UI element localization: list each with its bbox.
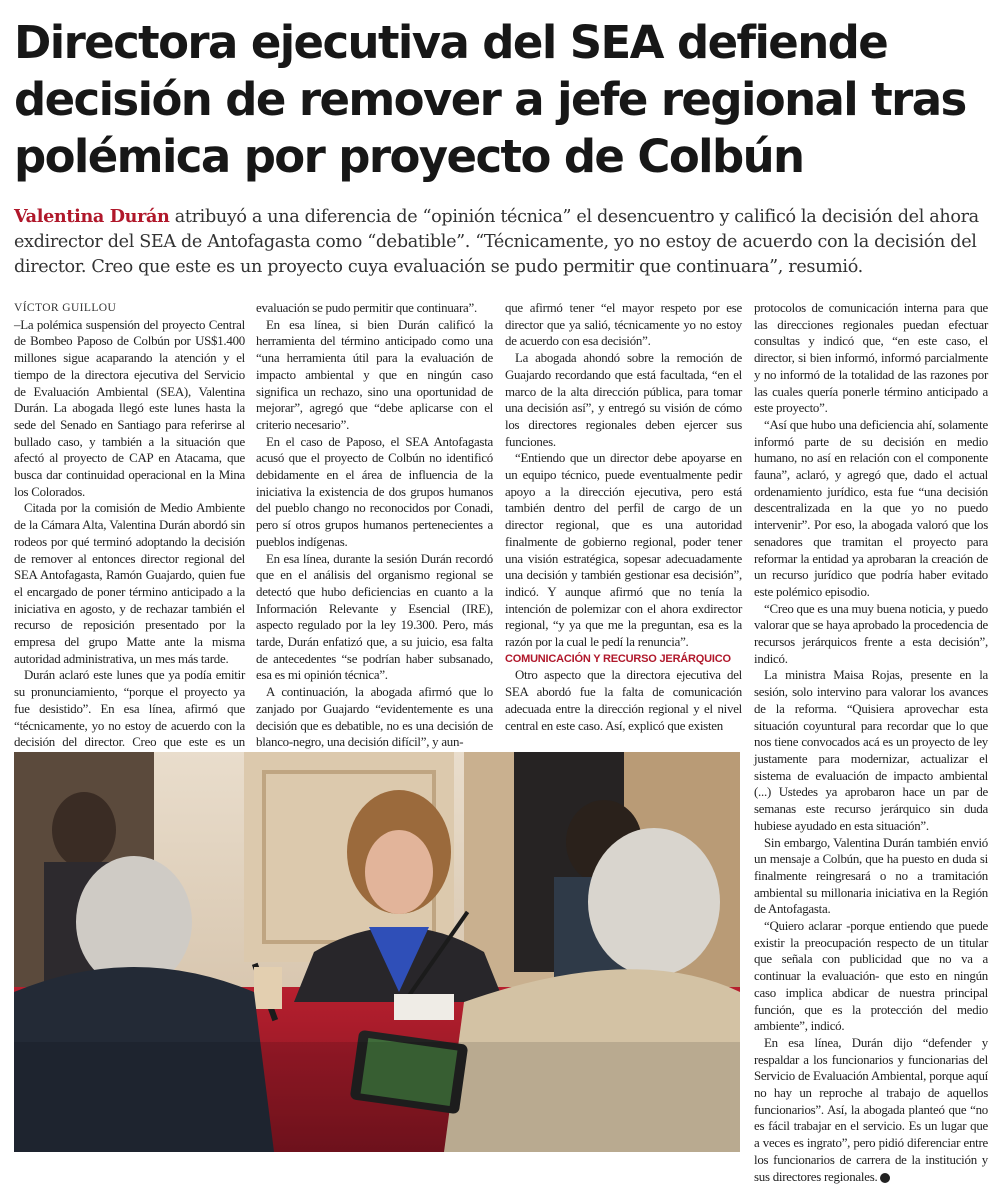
paragraph: protocolos de comunicación interna para que las direcciones regionales puedan efectuar consultas y indicó que, “en este caso, el director, si bien informó, informó parcialmente y no informó de la totalidad de las razones por las cuales quería ponerle término anticipado a este proyecto”. [754,301,988,416]
paragraph: En el caso de Paposo, el SEA Antofagasta acusó que el proyecto de Colbún no identificó debidamente en el área de influencia de la iniciativa la existencia de dos grupos humanos del pueblo chango no reconocidos por Conadi, pero sí otros grupos humanos pertenecientes a pueblos indígenas. [256,434,493,549]
paragraph: evaluación se pudo permitir que continuara”. [256,301,477,315]
paragraph: La abogada ahondó sobre la remoción de Guajardo recordando que está facultada, “en el marco de la alta dirección pública, para tomar una decisión así”, y entregó su visión de cómo los directores regionales deben ejercer sus funciones. [505,351,742,449]
headline: Directora ejecutiva del SEA defiende decisión de remover a jefe regional tras polémica por proyecto de Colbún [14,16,966,183]
column-4 [754,300,988,1185]
column-2 [256,300,493,751]
column-1 [14,300,245,768]
press-photo-illustration [14,752,740,1152]
subheading: COMUNICACIÓN Y RECURSO JERÁRQUICO [505,652,731,665]
column-3 [505,300,742,734]
end-mark-icon [880,1173,890,1183]
press-photo [14,752,740,1152]
paragraph: “Entiendo que un director debe apoyarse en un equipo técnico, puede eventualmente pedir apoyo a la dirección ejecutiva, pero está también dentro del perfil de cargo de un director regional, que es una autoridad finalmente de gobierno regional, poder tener una visión estratégica, sopesar adecuadamente una decisión y también gestionar esa decisión”, indicó. Y aunque afirmó que no tenía la intención de polemizar con el ahora exdirector regional, “y ya que me la preguntan, esa es la razón por la cual le pedí la renuncia”. [505,451,742,650]
paragraph: En esa línea, durante la sesión Durán recordó que en el análisis del organismo regional se detectó que hubo deficiencias en cuanto a la Información Relevante y Esencial (IRE), aspecto regulado por la ley 19.300. Pero, más tarde, Durán enfatizó que, a su juicio, esa falta de antecedentes “se podrían haber subsanado, esa es mi opinión técnica”. [256,551,493,683]
paragraph: “Creo que es una muy buena noticia, y puedo valorar que se haya aprobado la procedencia de recursos jerárquicos frente a esta decisión”, indicó. [754,601,988,666]
paragraph: “Quiero aclarar -porque entiendo que puede existir la preocupación respecto de un titular que señala con publicidad que no va a continuar la evaluación- que esto en ningún caso implica abdicar de nuestra principal función, que es la protección del medio ambiente”, indicó. [754,919,988,1034]
paragraph: Otro aspecto que la directora ejecutiva del SEA abordó fue la falta de comunicación adecuada entre la dirección regional y el nivel central en este caso. Así, explicó que existen [505,668,742,733]
lead-text: atribuyó a una diferencia de “opinión técnica” el desencuentro y calificó la decisión del ahora exdirector del SEA de Antofagasta como “debatible”. “Técnicamente, yo no estoy de acuerdo con la decisión del director. Creo que este es un proyecto cuya evaluación se pudo permitir que continuara”, resumió. [14,207,979,277]
byline: VÍCTOR GUILLOU [14,302,117,314]
paragraph: –La polémica suspensión del proyecto Central de Bombeo Paposo de Colbún por US$1.400 millones sigue acaparando la atención y el tiempo de la directora ejecutiva del Servicio de Evaluación Ambiental (SEA), Valentina Durán. La abogada llegó este lunes hasta la sede del Senado en Santiago para referirse al bullado caso, y también a la situación que afectó al proyecto de CAP en Atacama, que busca dar continuidad operacional en la Mina los Colorados. [14,317,245,499]
lead-name: Valentina Durán [14,206,170,227]
paragraph: A continuación, la abogada afirmó que lo zanjado por Guajardo “evidentemente es una decisión que es debatible, no es una decisión de blanco-negro, una decisión difícil”, y aun- [256,685,493,750]
paragraph: Citada por la comisión de Medio Ambiente de la Cámara Alta, Valentina Durán abordó sin rodeos por qué terminó adoptando la decisión de remover al entonces director regional del SEA Antofagasta, Ramón Guajardo, quien fue el encargado de poner término anticipado a la iniciativa en agosto, y de rechazar también el recurso de reposición presentado por la empresa del grupo Matte ante la misma autoridad administrativa, un mes más tarde. [14,501,245,666]
paragraph: Sin embargo, Valentina Durán también envió un mensaje a Colbún, que ha puesto en duda si finalmente reingresará o no a tramitación ambiental su millonaria iniciativa en la Región de Antofagasta. [754,835,988,917]
paragraph-text: En esa línea, Durán dijo “defender y respaldar a los funcionarios y funcionarias del Servicio de Evaluación Ambiental, porque aquí no hay un reproche al trabajo de aquellos funcionarios”. Así, la abogada planteó que “no es fácil trabajar en el servicio. Es un lugar que a veces es ingrato”, pero pidió diferenciar entre los funcionarios de carrera de la institución y sus directores regionales. [754,1035,988,1184]
lead-paragraph [14,204,986,280]
paragraph: En esa línea, si bien Durán calificó la herramienta del término anticipado como una “una herramienta útil para la evaluación de impacto ambiental y que en ningún caso significa un rechazo, sino una oportunidad de mejorar”, agregó que “debe aplicarse con el criterio necesario”. [256,317,493,432]
paragraph: que afirmó tener “el mayor respeto por ese director que ya salió, técnicamente yo no estoy de acuerdo con esa decisión”. [505,301,742,349]
paragraph: La ministra Maisa Rojas, presente en la sesión, solo intervino para valorar los avances de la reforma. “Quisiera aprovechar esta situación coyuntural para recordar que lo que nos tiene convocados acá es un proyecto de ley justamente para modernizar, actualizar el sistema de evaluación de impacto ambiental (...) Ustedes ya aprobaron hace un par de semanas este recurso jerárquico sin duda hubiese ayudado en esta situación”. [754,668,988,833]
paragraph-last [754,1035,988,1185]
paragraph: Durán aclaró este lunes que ya podía emitir su pronunciamiento, “porque el proyecto ya fue desistido”. En esa línea, afirmó que “técnicamente, yo no estoy de acuerdo con la decisión del director. Creo que este es un [14,668,245,750]
paragraph: “Así que hubo una deficiencia ahí, solamente informó parte de su decisión en medio humano, no así en relación con el componente fauna”, aclaró, y agregó que, dado el actual ordenamiento jurídico, esta fue “una decisión descentralizada en la que yo no puedo intervenir”. Por eso, la abogada valoró que los senadores que tramitan el proyecto para reformar la entidad ya aprobaran la creación de un recurso jurídico que podría haber evitado este polémico episodio. [754,417,988,599]
